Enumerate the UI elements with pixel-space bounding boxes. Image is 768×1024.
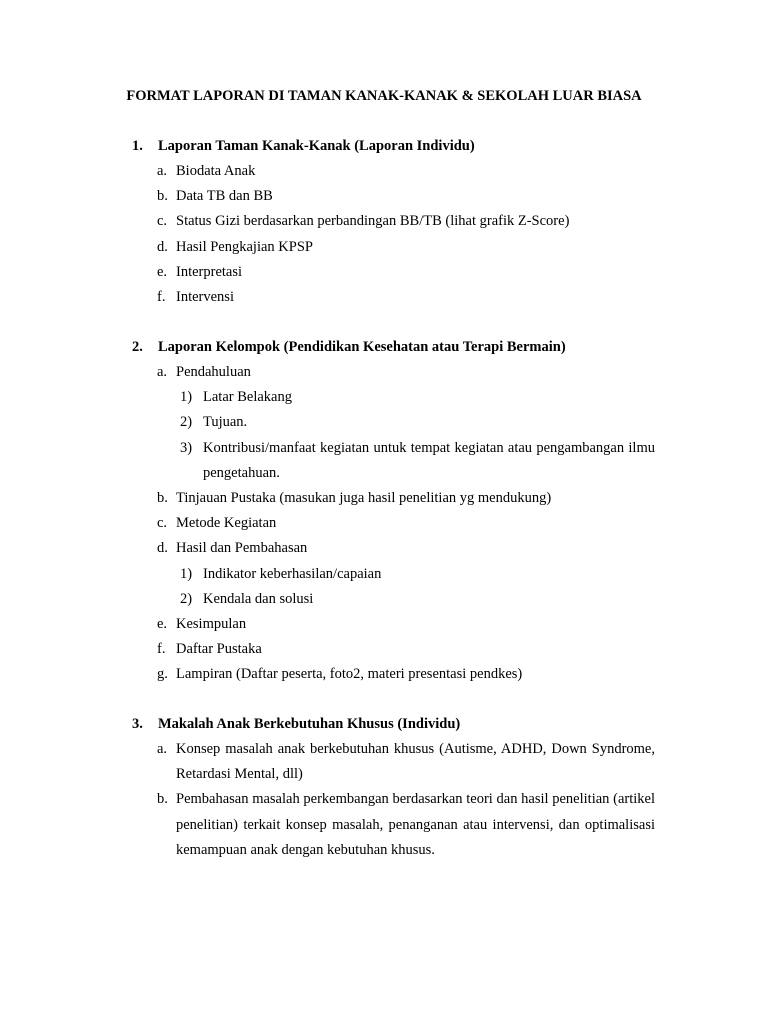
section-number: 3. [132, 716, 143, 732]
list-item [0, 662, 768, 687]
list-item-text: Status Gizi berdasarkan perbandingan BB/TB (lihat grafik Z-Score) [176, 213, 570, 230]
section-heading [0, 712, 768, 737]
list-item-text: Kendala dan solusi [203, 590, 314, 607]
list-marker: c. [157, 515, 168, 532]
sub-list-item [0, 562, 768, 587]
section-title: Laporan Taman Kanak-Kanak (Laporan Individu) [158, 138, 475, 154]
list-item-text: Interpretasi [176, 263, 243, 280]
list-item [0, 536, 768, 561]
list-item-text: Kontribusi/manfaat kegiatan untuk tempat kegiatan atau pengambangan ilmu pengetahuan. [203, 439, 655, 481]
list-item [0, 511, 768, 536]
section-3 [0, 712, 768, 863]
list-marker: d. [157, 540, 168, 557]
section-number: 2. [132, 339, 143, 355]
section-heading [0, 134, 768, 159]
sub-list-item [0, 410, 768, 435]
list-marker: 2) [180, 590, 193, 607]
list-marker: 2) [180, 414, 193, 431]
section-heading [0, 335, 768, 360]
list-marker: a. [157, 163, 168, 179]
list-marker: f. [157, 641, 166, 658]
section-title: Laporan Kelompok (Pendidikan Kesehatan atau Terapi Bermain) [158, 339, 566, 355]
list-marker: 3) [180, 439, 193, 456]
list-item-text: Tinjauan Pustaka (masukan juga hasil penelitian yg mendukung) [176, 490, 552, 507]
list-item [0, 209, 768, 234]
list-marker: 1) [180, 389, 193, 406]
list-marker: a. [157, 364, 168, 380]
list-marker: a. [157, 741, 168, 757]
list-item-text: Tujuan. [203, 414, 248, 431]
list-item-text: Intervensi [176, 289, 234, 306]
list-marker: g. [157, 666, 168, 683]
list-item-text: Konsep masalah anak berkebutuhan khusus (Autisme, ADHD, Down Syndrome, Retardasi Mental, dll) [176, 741, 655, 783]
list-item-text: Daftar Pustaka [176, 641, 262, 658]
section-2 [0, 335, 768, 688]
list-marker: 1) [180, 565, 193, 582]
list-item-text: Indikator keberhasilan/capaian [203, 565, 382, 582]
list-marker: b. [157, 188, 168, 205]
list-marker: e. [157, 616, 168, 633]
list-item-text: Pendahuluan [176, 364, 251, 380]
list-item-text: Metode Kegiatan [176, 515, 277, 532]
sub-list-item [0, 587, 768, 612]
section-1 [0, 134, 768, 310]
list-item [0, 184, 768, 209]
list-item [0, 486, 768, 511]
list-item [0, 737, 768, 787]
list-item-text: Pembahasan masalah perkembangan berdasarkan teori dan hasil penelitian (artikel penelitian) terkait konsep masalah, penanganan atau intervensi, dan optimalisasi kemampuan anak dengan kebutuhan khusus. [176, 791, 655, 858]
list-item-text: Hasil Pengkajian KPSP [176, 238, 313, 255]
document-title: FORMAT LAPORAN DI TAMAN KANAK-KANAK & SEKOLAH LUAR BIASA [126, 88, 642, 104]
list-marker: e. [157, 263, 168, 280]
list-item-text: Biodata Anak [176, 163, 256, 179]
list-item [0, 260, 768, 285]
list-item [0, 235, 768, 260]
list-item-text: Hasil dan Pembahasan [176, 540, 308, 557]
list-item [0, 285, 768, 310]
list-item [0, 612, 768, 637]
list-marker: b. [157, 791, 168, 808]
list-item-text: Data TB dan BB [176, 188, 273, 205]
list-marker: b. [157, 490, 168, 507]
list-item-text: Latar Belakang [203, 389, 292, 406]
list-marker: c. [157, 213, 168, 230]
list-marker: f. [157, 289, 166, 306]
list-marker: d. [157, 238, 168, 255]
sub-list-item [0, 385, 768, 410]
list-item [0, 637, 768, 662]
list-item-text: Kesimpulan [176, 616, 247, 633]
list-item-text: Lampiran (Daftar peserta, foto2, materi presentasi pendkes) [176, 666, 523, 683]
section-number: 1. [132, 138, 143, 154]
list-item [0, 787, 768, 863]
section-title: Makalah Anak Berkebutuhan Khusus (Individu) [158, 716, 461, 732]
list-item [0, 159, 768, 184]
list-item [0, 360, 768, 385]
sub-list-item [0, 436, 768, 486]
